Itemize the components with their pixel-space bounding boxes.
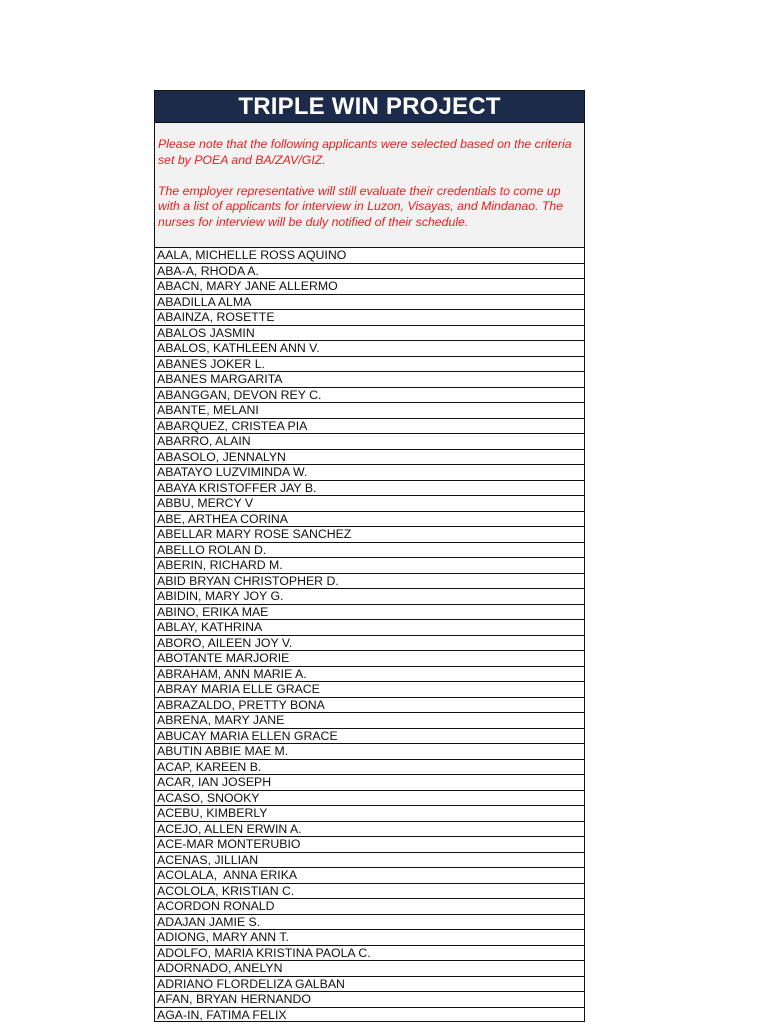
applicant-row: ABBU, MERCY V <box>155 495 584 511</box>
applicant-row: ABORO, AILEEN JOY V. <box>155 635 584 651</box>
applicant-row: ABA-A, RHODA A. <box>155 263 584 279</box>
applicant-row: ABANTE, MELANI <box>155 402 584 418</box>
applicant-row: ACAR, IAN JOSEPH <box>155 774 584 790</box>
applicant-row: ABALOS, KATHLEEN ANN V. <box>155 340 584 356</box>
applicant-row: ABRAY MARIA ELLE GRACE <box>155 681 584 697</box>
applicant-row: ABLAY, KATHRINA <box>155 619 584 635</box>
applicant-row: ABELLAR MARY ROSE SANCHEZ <box>155 526 584 542</box>
applicant-row: ABRAHAM, ANN MARIE A. <box>155 666 584 682</box>
applicant-row: ADORNADO, ANELYN <box>155 960 584 976</box>
applicant-row: ACEJO, ALLEN ERWIN A. <box>155 821 584 837</box>
applicant-row: ABUTIN ABBIE MAE M. <box>155 743 584 759</box>
selection-notice <box>154 123 585 247</box>
page-title: TRIPLE WIN PROJECT <box>154 90 585 123</box>
applicant-row: ABE, ARTHEA CORINA <box>155 511 584 527</box>
applicant-row: ABARQUEZ, CRISTEA PIA <box>155 418 584 434</box>
applicant-list <box>154 247 585 1022</box>
applicant-row: ADOLFO, MARIA KRISTINA PAOLA C. <box>155 945 584 961</box>
applicant-sheet <box>154 90 585 1022</box>
applicant-row: ACENAS, JILLIAN <box>155 852 584 868</box>
applicant-row: ACOLOLA, KRISTIAN C. <box>155 883 584 899</box>
applicant-row: ABAINZA, ROSETTE <box>155 309 584 325</box>
applicant-row: ADRIANO FLORDELIZA GALBAN <box>155 976 584 992</box>
applicant-row: ABANES JOKER L. <box>155 356 584 372</box>
applicant-row: ABANGGAN, DEVON REY C. <box>155 387 584 403</box>
applicant-row: ACE-MAR MONTERUBIO <box>155 836 584 852</box>
applicant-row: ABASOLO, JENNALYN <box>155 449 584 465</box>
notice-paragraph-2: The employer representative will still evaluate their credentials to come up with a list of applicants for interview in Luzon, Visayas, and Mindanao. The nurses for interview will be duly notified of their schedule. <box>158 183 564 229</box>
applicant-row: ABALOS JASMIN <box>155 325 584 341</box>
applicant-row: ACAP, KAREEN B. <box>155 759 584 775</box>
applicant-row: AGA-IN, FATIMA FELIX <box>155 1007 584 1023</box>
applicant-row: ABADILLA ALMA <box>155 294 584 310</box>
applicant-row: ABATAYO LUZVIMINDA W. <box>155 464 584 480</box>
applicant-row: ABUCAY MARIA ELLEN GRACE <box>155 728 584 744</box>
applicant-row: ABIDIN, MARY JOY G. <box>155 588 584 604</box>
applicant-row: ACASO, SNOOKY <box>155 790 584 806</box>
applicant-row: ABOTANTE MARJORIE <box>155 650 584 666</box>
applicant-row: AALA, MICHELLE ROSS AQUINO <box>155 247 584 263</box>
applicant-row: AFAN, BRYAN HERNANDO <box>155 991 584 1007</box>
applicant-row: ABID BRYAN CHRISTOPHER D. <box>155 573 584 589</box>
notice-paragraph-1: Please note that the following applicants were selected based on the criteria set by POEA and BA/ZAV/GIZ. <box>158 137 572 167</box>
applicant-row: ABACN, MARY JANE ALLERMO <box>155 278 584 294</box>
applicant-row: ABANES MARGARITA <box>155 371 584 387</box>
applicant-row: ABRENA, MARY JANE <box>155 712 584 728</box>
applicant-row: ABARRO, ALAIN <box>155 433 584 449</box>
applicant-row: ACEBU, KIMBERLY <box>155 805 584 821</box>
applicant-row: ABRAZALDO, PRETTY BONA <box>155 697 584 713</box>
applicant-row: ABAYA KRISTOFFER JAY B. <box>155 480 584 496</box>
applicant-row: ABELLO ROLAN D. <box>155 542 584 558</box>
applicant-row: ADAJAN JAMIE S. <box>155 914 584 930</box>
applicant-row: ADIONG, MARY ANN T. <box>155 929 584 945</box>
applicant-row: ACOLALA, ANNA ERIKA <box>155 867 584 883</box>
applicant-row: ACORDON RONALD <box>155 898 584 914</box>
applicant-row: ABERIN, RICHARD M. <box>155 557 584 573</box>
applicant-row: ABINO, ERIKA MAE <box>155 604 584 620</box>
